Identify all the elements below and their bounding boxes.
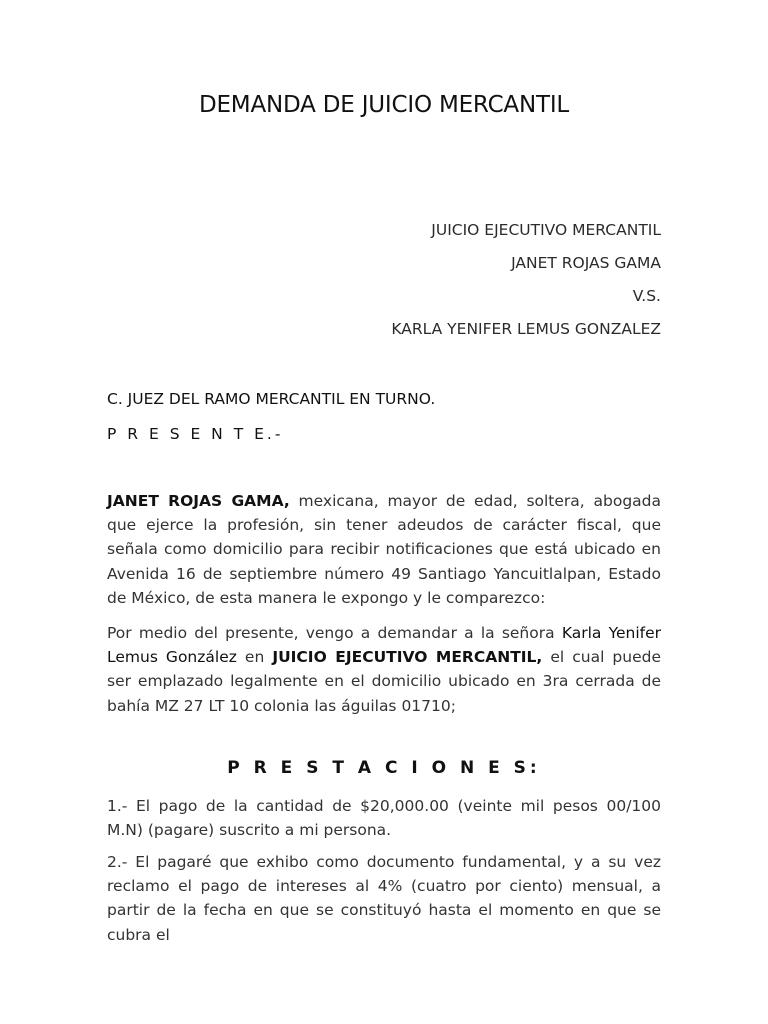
case-type: JUICIO EJECUTIVO MERCANTIL [431, 221, 661, 239]
trial-type-bold: JUICIO EJECUTIVO MERCANTIL, [272, 648, 543, 667]
defendant-name-inline: Karla Yenifer Lemus González [107, 624, 662, 667]
document-title: DEMANDA DE JUICIO MERCANTIL [198, 92, 570, 118]
case-header [391, 214, 661, 346]
demand-text-c: el cual puede ser emplazado legalmente en el domicilio ubicado en 3ra cerrada de bahía MZ 27 LT 10 colonia las águilas 01710; [107, 648, 661, 715]
demand-paragraph [107, 621, 661, 718]
addressee-line: C. JUEZ DEL RAMO MERCANTIL EN TURNO. [107, 390, 436, 408]
intro-paragraph [107, 489, 661, 610]
prestacion-item-2: 2.- El pagaré que exhibo como documento fundamental, y a su vez reclamo el pago de intereses al 4% (cuatro por ciento) mensual, a partir de la fecha en que se constituyó hasta el momento en que se cubra el [107, 853, 661, 944]
prestaciones-heading: P R E S T A C I O N E S: [227, 758, 541, 778]
intro-text: mexicana, mayor de edad, soltera, abogada que ejerce la profesión, sin tener adeudos de carácter fiscal, que señala como domicilio para recibir notificaciones que está ubicado en Avenida 16 de septiembre número 49 Santiago Yancuitlalpan, Estado de México, de esta manera le expongo y le comparezco: [107, 492, 661, 607]
demand-text-a: Por medio del presente, vengo a demandar a la señora [107, 624, 562, 642]
defendant-name: KARLA YENIFER LEMUS GONZALEZ [391, 320, 661, 338]
presente-line: P R E S E N T E.- [107, 425, 284, 443]
plaintiff-name: JANET ROJAS GAMA [511, 254, 661, 272]
versus-label: V.S. [632, 287, 661, 305]
prestacion-item-1: 1.- El pago de la cantidad de $20,000.00 (veinte mil pesos 00/100 M.N) (pagare) suscrito a mi persona. [107, 797, 661, 840]
demand-text-b: en [236, 648, 273, 667]
plaintiff-name-bold: JANET ROJAS GAMA, [107, 492, 290, 510]
